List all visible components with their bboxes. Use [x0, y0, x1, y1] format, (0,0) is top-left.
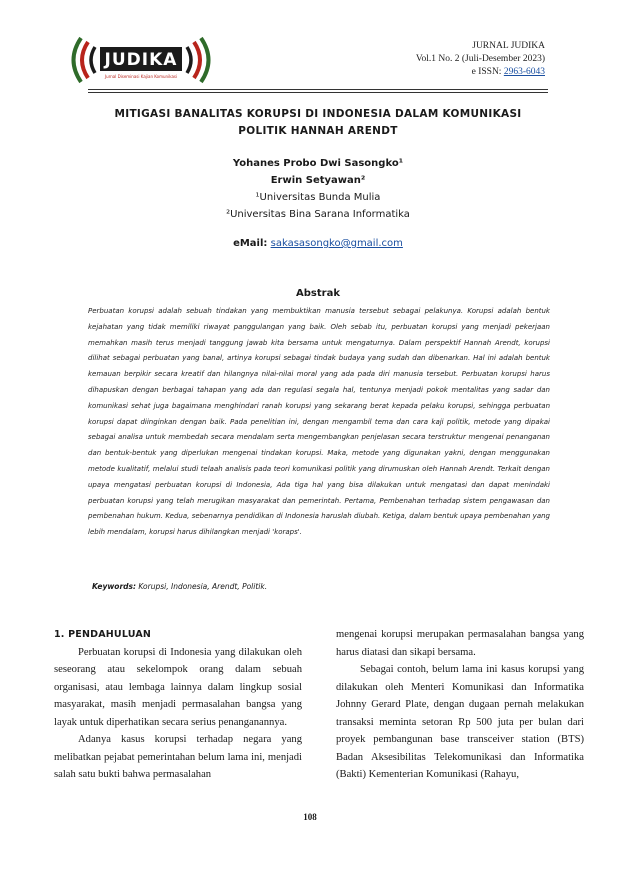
body-column-right [336, 626, 584, 784]
issn-link[interactable]: 2963-6043 [503, 67, 545, 77]
abstract-heading: Abstrak [296, 288, 340, 299]
page-number: 108 [303, 812, 317, 822]
keywords-value: Korupsi, Indonesia, Arendt, Politik. [138, 582, 268, 591]
paragraph: Perbuatan korupsi di Indonesia yang dilakukan oleh seseorang atau sekelompok orang dalam sebuah organisasi, atau lembaga lainnya dalam lingkup sosial masyarakat, masih menjadi permasalahan bangsa yang layak untuk diperhatikan secara serius penanganannya. [54, 646, 302, 728]
journal-issn [416, 66, 545, 79]
journal-volume: Vol.1 No. 2 (Juli-Desember 2023) [415, 54, 545, 64]
journal-name: JURNAL JUDIKA [472, 41, 545, 51]
email-line [80, 238, 556, 249]
journal-meta [416, 40, 545, 79]
keywords-line [92, 582, 552, 591]
author-1: Yohanes Probo Dwi Sasongko¹ [232, 158, 404, 169]
article-title [80, 106, 556, 140]
paragraph: mengenai korupsi merupakan permasalahan bangsa yang harus diatasi dan sikapi bersama. [336, 629, 584, 658]
affiliation-2: ²Universitas Bina Sarana Informatika [226, 209, 410, 220]
title-line-1: MITIGASI BANALITAS KORUPSI DI INDONESIA DALAM KOMUNIKASI [114, 108, 522, 120]
body-column-left [54, 626, 302, 784]
abstract-body: Perbuatan korupsi adalah sebuah tindakan yang membuktikan manusia tersebut sebagai pelakunya. Korupsi adalah bentuk kejahatan yang tidak memiliki riwayat panggulangan yang baik. Oleh sebab itu, perbuatan korupsi yang menjadi pekerjaan memahkan masih terus menjadi tanggung jawab kita bersama untuk mengaturnya. Dalam perspektif Hannah Arendt, korupsi dilihat sebagai perbuatan yang banal, artinya korupsi sebagai tindak budaya yang sudah dan dibenarkan. Hal ini adalah bentuk kemauan berpikir secara kreatif dan hilangnya nilai-nilai moral yang ada pada diri manusia tersebut. Perbuatan korupsi harus dihapuskan dengan berbagai tahapan yang ada dan regulasi segala hal, tentunya menjadi pokok mentalitas yang sadar dan komunikasi sehat juga bagaimana menghindari ranah korupsi yang sekarang berat kepada pelaku korupsi, sehingga perbuatan korupsi dapat diinginkan dengan baik. Pada penelitian ini, dengan mengambil tema dan cara kaji politik, metode yang dipakai sebagai analisa untuk membedah secara mendalam serta mengembangkan penjelasan secara terstruktur mengenai penanganan dan bentuk-bentuk yang diperlukan mengenai tindakan korupsi. Maka, metode yang digunakan yakni, dengan menggunakan metode kualitatif, melalui studi telaah analisis pada teori komunikasi politik yang dirumuskan oleh Hannah Arendt. Terkait dengan upaya mengatasi perbuatan korupsi di Indonesia, Ada tiga hal yang bisa dilakukan untuk mengatasi dan dapat menindaki perbuatan korupsi yang telah merugikan masyarakat dan pemerintah. Pertama, Pembenahan terhadap sistem pengawasan dan pembenahan hukum. Kedua, sebenarnya pendidikan di Indonesia haruslah diubah. Ketiga, dalam bentuk upaya pembenahan yang lebih mendalam, korupsi harus dihilangkan menjadi 'koraps'. [88, 307, 550, 537]
paragraph: Sebagai contoh, belum lama ini kasus korupsi yang dilakukan oleh Menteri Komunikasi dan Informatika Johnny Gerard Plate, dengan dugaan pernah melakukan transaksi meminta setoran Rp 500 juta per bulan dari proyek pembangunan base transceiver station (BTS) Badan Aksesibilitas Telekomunikasi dan Informatika (Bakti) Kementerian Komunikasi (Rahayu, [336, 664, 584, 780]
issn-label: e ISSN: [471, 67, 502, 77]
judika-logo [66, 34, 216, 86]
author-block [80, 155, 556, 223]
email-link[interactable]: sakasasongko@gmail.com [270, 238, 403, 249]
email-label: eMail: [233, 238, 268, 249]
logo-text: JUDIKA [104, 50, 178, 70]
paragraph: Adanya kasus korupsi terhadap negara yang melibatkan pejabat pemerintahan belum lama ini, menjadi salah satu bukti bahwa permasalahan [54, 734, 302, 780]
header-rule-top [88, 89, 548, 90]
affiliation-1: ¹Universitas Bunda Mulia [255, 192, 381, 203]
title-line-2: POLITIK HANNAH ARENDT [238, 125, 398, 137]
keywords-label: Keywords: [92, 582, 136, 591]
section-heading: 1. PENDAHULUAN [54, 629, 152, 640]
author-2: Erwin Setyawan² [270, 175, 366, 186]
header-rule-bottom [88, 92, 548, 93]
logo-subtitle: Jurnal Diseminasi Kajian Komunikasi [104, 74, 178, 79]
